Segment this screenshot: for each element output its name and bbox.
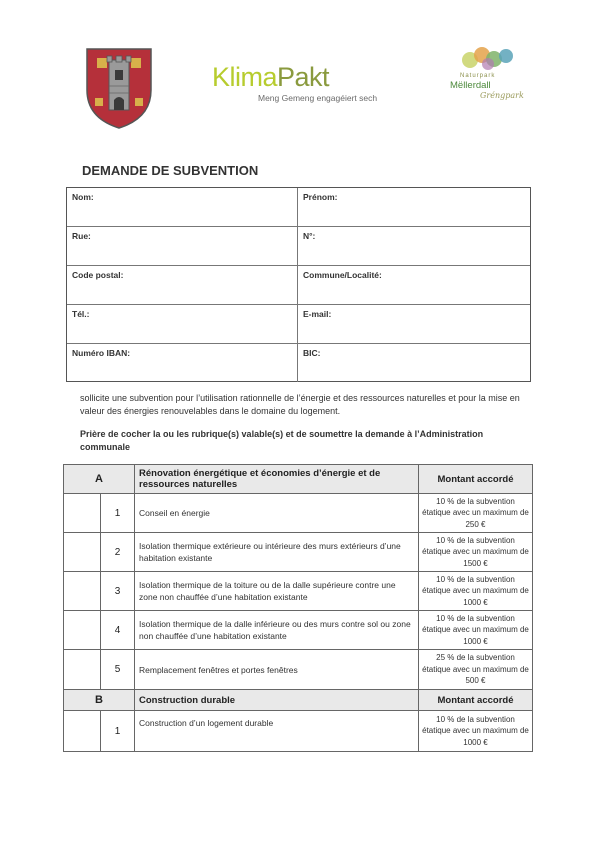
document-title: DEMANDE DE SUBVENTION — [82, 163, 259, 178]
klima-word-part1: Klima — [212, 62, 278, 92]
subsidy-table — [63, 464, 533, 753]
item-description: Isolation thermique extérieure ou intérieure des murs extérieurs d’une habitation existante — [134, 532, 419, 572]
item-number: 2 — [100, 532, 135, 572]
form-row — [67, 305, 530, 344]
naturpark-subtitle: Gréngpark — [480, 91, 524, 100]
checkbox-cell[interactable] — [63, 493, 101, 533]
klimapakt-tagline: Meng Gemeng engagéiert sech — [258, 93, 378, 103]
form-row — [67, 266, 530, 305]
item-number: 4 — [100, 610, 135, 650]
item-amount: 10 % de la subvention étatique avec un maximum de 1000 € — [418, 610, 533, 650]
naturpark-leaves-icon — [460, 46, 516, 72]
item-description: Isolation thermique de la toiture ou de la dalle supérieure contre une zone non chauffée d’une habitation existante — [134, 571, 419, 611]
item-description: Remplacement fenêtres et portes fenêtres — [134, 649, 419, 690]
checkbox-cell[interactable] — [63, 532, 101, 572]
item-number: 5 — [100, 649, 135, 690]
item-number: 1 — [100, 493, 135, 533]
item-amount: 10 % de la subvention étatique avec un maximum de 1000 € — [418, 571, 533, 611]
item-description: Conseil en énergie — [134, 493, 419, 533]
field-label-prenom: Prénom: — [303, 192, 338, 202]
instruction-paragraph: Prière de cocher la ou les rubrique(s) valable(s) et de soumettre la demande à l’Administration communale — [80, 429, 484, 452]
klimapakt-logo — [212, 62, 392, 106]
checkbox-cell[interactable] — [63, 610, 101, 650]
field-label-numero: N°: — [303, 231, 316, 241]
section-title: Rénovation énergétique et économies d’énergie et de ressources naturelles — [134, 464, 419, 494]
applicant-form — [66, 187, 531, 382]
item-amount: 10 % de la subvention étatique avec un maximum de 1500 € — [418, 532, 533, 572]
item-amount: 25 % de la subvention étatique avec un maximum de 500 € — [418, 649, 533, 690]
field-label-code-postal: Code postal: — [72, 270, 124, 280]
section-letter: B — [63, 689, 135, 711]
amount-header: Montant accordé — [418, 689, 533, 711]
checkbox-cell[interactable] — [63, 571, 101, 611]
form-row — [67, 227, 530, 266]
field-label-iban: Numéro IBAN: — [72, 348, 131, 358]
field-label-tel: Tél.: — [72, 309, 90, 319]
intro-paragraph: sollicite une subvention pour l’utilisation rationnelle de l’énergie et des ressources naturelles et pour la mise en valeur des énergies renouvelables dans le domaine du logement. — [80, 393, 520, 416]
item-amount: 10 % de la subvention étatique avec un maximum de 1000 € — [418, 710, 533, 752]
field-label-bic: BIC: — [303, 348, 321, 358]
klimapakt-wordmark — [212, 62, 329, 93]
form-row — [67, 188, 530, 227]
field-label-nom: Nom: — [72, 192, 94, 202]
form-row — [67, 344, 530, 382]
checkbox-cell[interactable] — [63, 710, 101, 752]
checkbox-cell[interactable] — [63, 649, 101, 690]
field-label-email: E-mail: — [303, 309, 332, 319]
item-number: 1 — [100, 710, 135, 752]
field-label-commune: Commune/Localité: — [303, 270, 382, 280]
section-title: Construction durable — [134, 689, 419, 711]
item-amount: 10 % de la subvention étatique avec un maximum de 250 € — [418, 493, 533, 533]
naturpark-logo — [450, 46, 522, 114]
item-description: Construction d’un logement durable — [134, 710, 419, 752]
naturpark-label: Naturpark — [460, 73, 496, 79]
municipal-crest-icon — [84, 46, 154, 130]
klima-word-part2: Pakt — [277, 62, 330, 92]
naturpark-name: Mëllerdall — [450, 80, 491, 91]
amount-header: Montant accordé — [418, 464, 533, 494]
section-letter: A — [63, 464, 135, 494]
field-label-rue: Rue: — [72, 231, 91, 241]
item-number: 3 — [100, 571, 135, 611]
item-description: Isolation thermique de la dalle inférieure ou des murs contre sol ou zone non chauffée d’une habitation existante — [134, 610, 419, 650]
